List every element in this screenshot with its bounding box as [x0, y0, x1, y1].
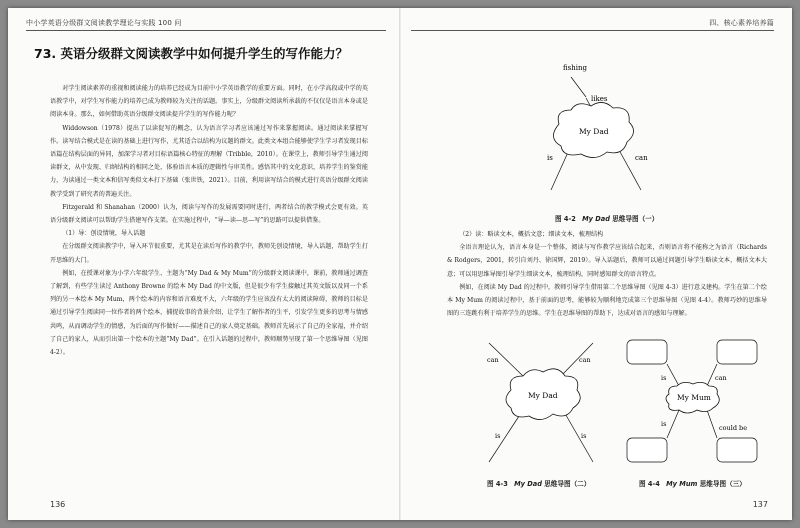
paragraph: （2）读：略读文本，概括文意；细读文本，梳理结构	[459, 231, 604, 238]
mind-map-fig-4-2	[511, 52, 671, 192]
left-page-number: 136	[50, 500, 66, 509]
caption-rest: 思维导图（三）	[699, 480, 746, 488]
right-page	[401, 8, 792, 520]
edge-label: likes	[591, 95, 608, 103]
paragraph: 例如，在授课对象为小学六年级学生、主题为“My Dad & My Mum”的分级群文阅读课中，课前，教师通过调查了解到，有些学生读过 Anthony Browne 的绘本 My Dad 的中文版，但是很少有学生接触过其英文版以及同一个系列的另一本绘本 My Mum，两个绘本的内容和语言难度不大，六年级的学生应该没有太大的阅读障碍，教师的目标是通过引导学生阅读同一位作者的两个绘本，捕捉故事的背景介绍，让学生了解作者的生平，引发学生更多的思考与情感共鸣，从而调动学生的情感，为后面的写作做好——描述自己的家人奠定基础。教师首先展示了自己的全家福，并介绍了自己的家人，从而引出第一个绘本的主题“My Dad”。在引入话题的过程中，教师顺势呈现了第一个思维导图（见图 4-2）。	[50, 269, 368, 357]
paragraph: Widdowson（1978）提出了以读促写的概念，认为语言学习者应该通过写作来掌握阅读。通过阅读来掌握写作。读写结合模式是在读的基础上进行写作，尤其适合以结构为议题的群文。此类文本组合能够使学生学习者发现目标语篇在结构层面的异同，加深学习者对目标语篇核心特征的理解（Tribble，2010）。在课堂上，教师引导学生通过阅读群文，从中发现、归纳结构的相同之处，体验语言本质的逻辑性与审美性。感悟其中的文化意识，培养学生的鉴赏能力，为读通过一类文本和信写类似文本打下基础（张世铁，2021）。目前，利用读写结合的模式进行英语分级群文阅读教学受到了研究者的普遍关注。	[50, 124, 368, 198]
caption-title: My Dad	[514, 480, 542, 488]
paragraph: 全语言理论认为，语言本身是一个整体，阅读与写作教学应该结合起来，否则语言将不能称之为语言（Richards & Rodgers，2001，转引自刘丹、徐国辉，2019）。导入话题后，教师可以通过问题引导学生略读文本，概括文本大意；可以用思维导图引导学生细读文本，梳理结构，同时感知群文的语言特点。	[447, 244, 767, 278]
caption-number: 图 4-3	[487, 480, 508, 488]
edge-label: can	[635, 154, 648, 162]
book-spread	[8, 8, 792, 520]
figure-caption	[487, 478, 590, 488]
right-running-header: 四、核心素养培养篇	[709, 19, 774, 27]
center-label: My Dad	[579, 127, 609, 136]
blank-box	[627, 340, 667, 364]
paragraph: （1）导：创设情境，导入话题	[62, 230, 146, 238]
left-page	[8, 8, 399, 520]
caption-rest: 思维导图（一）	[612, 215, 659, 223]
center-label: My Dad	[528, 391, 558, 400]
paragraph: 例如，在阅读 My Dad 的过程中，教师引导学生借用第二个思维导图（见图 4-3）进行意义建构。学生在第二个绘本 My Mum 的阅读过程中，基于前面的思考，能够较为顺利地完成第三个思维导图（见图 4-4）。教师巧妙的思维导图的三连跳有利于培养学生的思维。学生在思维导图的帮助下，达成对语言的感知与理解。	[447, 283, 767, 318]
mind-map-fig-4-4	[623, 338, 763, 468]
caption-title: My Dad	[582, 215, 610, 223]
edge-label: is	[581, 432, 587, 440]
edge-label: is	[547, 154, 553, 162]
edge-label: is	[661, 374, 667, 382]
caption-number: 图 4-2	[555, 215, 576, 223]
edge-label: can	[715, 374, 727, 382]
blank-box	[627, 438, 667, 462]
node-word: fishing	[563, 64, 587, 72]
page-title: 73. 英语分级群文阅读教学中如何提升学生的写作能力？	[34, 46, 348, 61]
blank-box	[717, 340, 757, 364]
blank-box	[717, 438, 757, 462]
paragraph: 在分级群文阅读教学中，导入环节很重要，尤其是在读后写作的教学中，教师先创设情境，导入话题，帮助学生打开思维的大门。	[50, 243, 368, 264]
left-running-header: 中小学英语分级群文阅读教学理论与实践 100 问	[26, 19, 182, 27]
paragraph: Fitzgerald 和 Shanahan（2000）认为，阅读与写作的发展需要同时进行，两者结合的教学模式会更有效。英语分级群文阅读可以帮助学生搭建写作支架。在实施过程中，“导—读—思—写”的思路可以提供借鉴。	[50, 203, 368, 225]
caption-title: My Mum	[666, 480, 698, 488]
edge-label: is	[661, 420, 667, 428]
left-header-rule	[26, 30, 386, 31]
caption-number: 图 4-4	[639, 480, 660, 488]
edge-label: can	[579, 356, 591, 364]
figure-caption	[639, 478, 746, 488]
edge-label: could be	[719, 424, 748, 432]
edge-label: is	[495, 432, 501, 440]
center-label: My Mum	[677, 393, 711, 402]
figure-caption	[555, 213, 658, 223]
paragraph: 对学生阅读素养的重视和阅读能力的培养已经成为目前中小学英语教学的重要方面。同时，在小学高段或中学的英语教学中，对学生写作能力的培养已成为教师较为关注的话题。事实上，分级群文阅读所承载的不仅仅是语言本身或是阅读本身。那么，如何借助英语分级群文阅读提升学生的写作能力呢？	[50, 85, 368, 119]
caption-rest: 思维导图（二）	[544, 480, 591, 488]
edge-label: can	[487, 356, 499, 364]
left-body-text	[50, 82, 368, 359]
right-page-number: 137	[752, 500, 768, 509]
right-header-rule	[411, 30, 774, 31]
mind-map-fig-4-3	[471, 338, 611, 468]
right-body-text	[447, 228, 767, 320]
